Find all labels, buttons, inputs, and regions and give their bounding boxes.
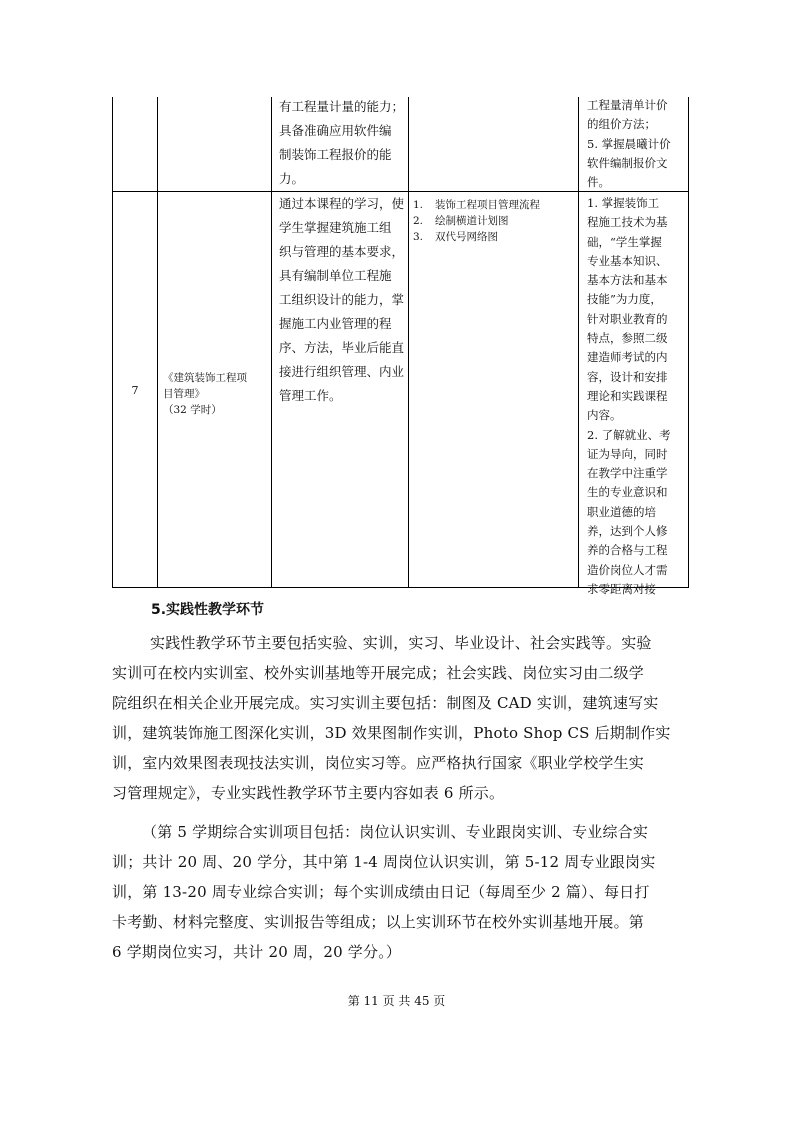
req-line: 建造师考试的内 [587, 350, 668, 365]
list-item [413, 213, 573, 229]
goal-line: 通过本课程的学习，使 [279, 196, 405, 211]
req-line: 2. 了解就业、考 [587, 427, 671, 442]
req-line: 求零距离对接 [587, 581, 656, 596]
goal-line: 序、方法，毕业后能直 [279, 340, 405, 355]
paragraph-line: 训，室内效果图表现技法实训，岗位实习等。应严格执行国家《职业学校学生实 [112, 754, 645, 772]
curriculum-table [112, 97, 689, 596]
goal-line: 制装饰工程报价的能 [279, 147, 392, 162]
prev-row-requirement [587, 96, 687, 192]
req-line: 基本方法和基本 [587, 273, 668, 288]
course-content-list [413, 197, 573, 245]
course-line: 《建筑装饰工程项 [163, 372, 247, 384]
list-number: 1. [413, 199, 424, 211]
req-line: 造价岗位人才需 [587, 562, 668, 577]
req-line: 1. 掌握装饰工 [587, 196, 660, 210]
req-line: 针对职业教育的 [587, 311, 668, 326]
column-divider [408, 97, 409, 587]
course-line: （32 学时） [163, 404, 222, 416]
paragraph-line: 6 学期岗位实习，共计 20 周，20 学分。） [112, 943, 402, 961]
paragraph-line: 卡考勤、材料完整度、实训报告等组成；以上实训环节在校外实训基地开展。第 [112, 913, 645, 931]
paragraph-line: 训；共计 20 周、20 学分，其中第 1-4 周岗位认识实训，第 5-12 周专业跟岗实 [112, 853, 656, 871]
req-line: 件。 [587, 175, 610, 190]
goal-line: 力。 [279, 171, 305, 186]
goal-line: 接进行组织管理、内业 [279, 364, 405, 379]
req-line: 技能”为力度， [587, 292, 662, 307]
paragraph-line: （第 5 学期综合实训项目包括：岗位认识实训、专业跟岗实训、专业综合实 [142, 823, 649, 841]
req-line: 5. 掌握晨曦计价 [587, 136, 671, 151]
list-number: 2. [413, 215, 424, 227]
req-line: 程施工技术为基 [587, 215, 668, 230]
list-text: 装饰工程项目管理流程 [435, 199, 540, 211]
list-text: 绘制横道计划图 [435, 215, 509, 227]
goal-line: 管理工作。 [279, 388, 342, 403]
paragraph-line: 训，建筑装饰施工图深化实训，3D 效果图制作实训，Photo Shop CS 后期制作实 [112, 724, 671, 742]
req-line: 础，“学生掌握 [587, 234, 662, 249]
req-line: 专业基本知识、 [587, 253, 668, 268]
req-line: 内容。 [587, 408, 622, 423]
paragraph-line: 实践性教学环节主要包括实验、实训，实习、毕业设计、社会实践等。实验 [150, 634, 652, 652]
section-heading: 5.实践性教学环节 [151, 602, 265, 618]
course-line: 目管理》 [163, 388, 205, 400]
req-line: 软件编制报价文 [587, 155, 668, 170]
list-text: 双代号网络图 [435, 231, 498, 243]
goal-line: 学生掌握建筑施工组 [279, 220, 392, 235]
req-line: 养的合格与工程 [587, 543, 668, 558]
list-item [413, 229, 573, 245]
paragraph-training [112, 817, 690, 967]
list-number: 3. [413, 231, 424, 243]
course-name [163, 370, 271, 418]
course-goal [279, 192, 407, 408]
paragraph-line: 实训可在校内实训室、校外实训基地等开展完成；社会实践、岗位实习由二级学 [112, 664, 645, 682]
course-requirement [587, 194, 687, 599]
column-divider [157, 97, 158, 587]
req-line: 职业道德的培 [587, 504, 656, 519]
req-line: 的组价方法； [587, 117, 656, 132]
goal-line: 具备准确应用软件编 [279, 123, 392, 138]
req-line: 工程量清单计价 [587, 98, 668, 112]
req-line: 特点，参照二级 [587, 331, 668, 346]
paragraph-line: 院组织在相关企业开展完成。实习实训主要包括：制图及 CAD 实训，建筑速写实 [112, 694, 659, 712]
row-number: 7 [131, 384, 139, 397]
paragraph-line: 训，第 13-20 周专业综合实训；每个实训成绩由日记（每周至少 2 篇）、每日打 [112, 883, 650, 901]
req-line: 理论和实践课程 [587, 388, 668, 403]
req-line: 生的专业意识和 [587, 485, 668, 500]
paragraph-practice [112, 628, 690, 808]
goal-line: 握施工内业管理的程 [279, 316, 392, 331]
goal-line: 工组织设计的能力，掌 [279, 292, 405, 307]
goal-line: 织与管理的基本要求， [279, 244, 405, 259]
req-line: 养，达到个人修 [587, 524, 668, 539]
goal-line: 有工程量计量的能力； [279, 99, 405, 114]
req-line: 在教学中注重学 [587, 466, 668, 481]
column-divider [271, 97, 272, 587]
page-footer: 第 11 页 共 45 页 [347, 994, 446, 1008]
req-line: 证为导向，同时 [587, 446, 668, 461]
prev-row-goal [279, 95, 407, 191]
list-item [413, 197, 573, 213]
goal-line: 具有编制单位工程施 [279, 268, 392, 283]
paragraph-line: 习管理规定》，专业实践性教学环节主要内容如表 6 所示。 [112, 784, 505, 802]
column-divider [578, 97, 579, 587]
req-line: 容，设计和安排 [587, 369, 668, 384]
